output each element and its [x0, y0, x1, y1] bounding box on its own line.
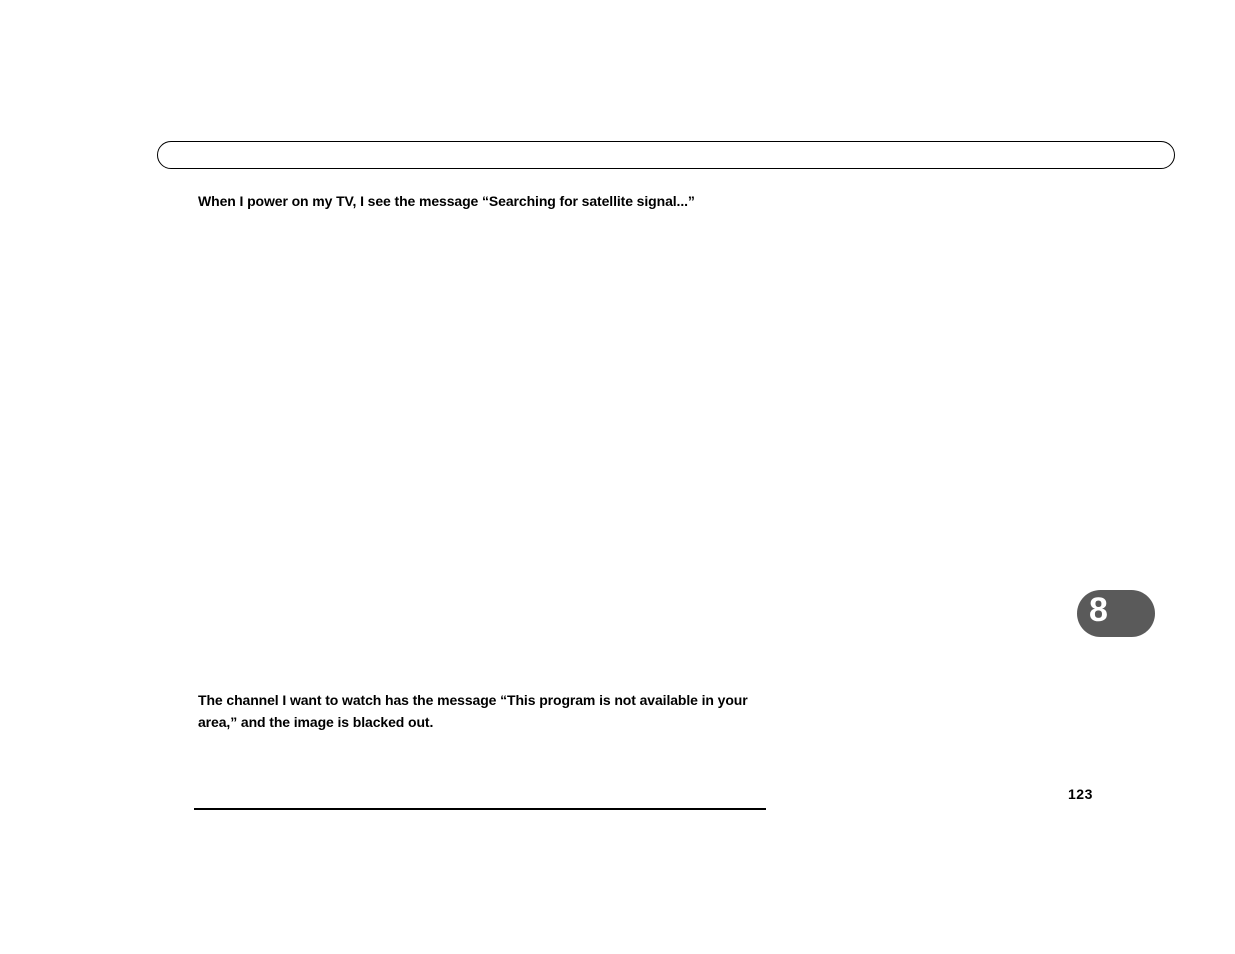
question-heading-2: The channel I want to watch has the message “This program is not available in your area,” and the image is blacked out.	[198, 692, 748, 730]
question-heading-1: When I power on my TV, I see the message “Searching for satellite signal...”	[198, 193, 695, 209]
footer-rule	[194, 808, 766, 810]
chapter-number: 8	[1089, 591, 1108, 629]
page-number: 123	[1068, 786, 1093, 802]
header-bar	[157, 141, 1175, 169]
chapter-tab	[1077, 590, 1155, 637]
